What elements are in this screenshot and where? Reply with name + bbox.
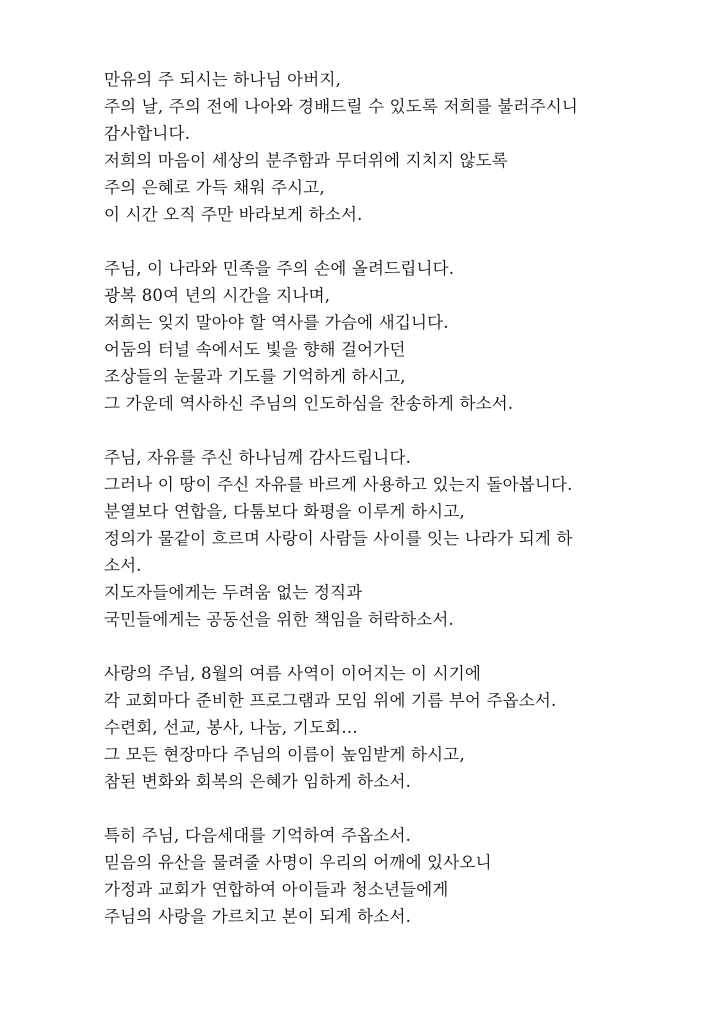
stanza-summer-ministry	[104, 660, 624, 795]
text-line: 감사합니다.	[104, 124, 191, 143]
text-line: 주님, 자유를 주신 하나님께 감사드립니다.	[104, 448, 412, 467]
stanza-opening	[104, 66, 624, 228]
text-line: 광복 80여 년의 시간을 지나며,	[104, 286, 331, 305]
text-line: 참된 변화와 회복의 은혜가 임하게 하소서.	[104, 772, 412, 791]
text-line: 조상들의 눈물과 기도를 기억하게 하시고,	[104, 367, 406, 386]
text-line: 어둠의 터널 속에서도 빛을 향해 걸어가던	[104, 340, 406, 359]
text-line: 이 시간 오직 주만 바라보게 하소서.	[104, 205, 363, 224]
text-line: 각 교회마다 준비한 프로그램과 모임 위에 기름 부어 주옵소서.	[104, 691, 557, 710]
text-line: 주님, 이 나라와 민족을 주의 손에 올려드립니다.	[104, 259, 455, 278]
text-line: 가정과 교회가 연합하여 아이들과 청소년들에게	[104, 880, 449, 899]
text-line: 만유의 주 되시는 하나님 아버지,	[104, 70, 342, 89]
text-line: 분열보다 연합을, 다툼보다 화평을 이루게 하시고,	[104, 502, 465, 521]
stanza-next-generation	[104, 822, 624, 930]
text-line: 믿음의 유산을 물려줄 사명이 우리의 어깨에 있사오니	[104, 853, 492, 872]
text-line: 수련회, 선교, 봉사, 나눔, 기도회…	[104, 718, 358, 737]
text-line: 소서.	[104, 556, 142, 575]
text-line: 특히 주님, 다음세대를 기억하여 주옵소서.	[104, 826, 412, 845]
text-line: 그 가운데 역사하신 주님의 인도하심을 찬송하게 하소서.	[104, 394, 514, 413]
stanza-freedom	[104, 444, 624, 633]
text-line: 주의 날, 주의 전에 나아와 경배드릴 수 있도록 저희를 불러주시니	[104, 97, 579, 116]
text-line: 저희는 잊지 말아야 할 역사를 가슴에 새깁니다.	[104, 313, 449, 332]
text-line: 국민들에게는 공동선을 위한 책임을 허락하소서.	[104, 610, 455, 629]
text-line: 저희의 마음이 세상의 분주함과 무더위에 지치지 않도록	[104, 151, 508, 170]
prayer-document	[104, 66, 624, 957]
stanza-nation	[104, 255, 624, 417]
text-line: 지도자들에게는 두려움 없는 정직과	[104, 583, 363, 602]
text-line: 정의가 물같이 흐르며 사랑이 사람들 사이를 잇는 나라가 되게 하	[104, 529, 573, 548]
text-line: 주님의 사랑을 가르치고 본이 되게 하소서.	[104, 907, 412, 926]
text-line: 그 모든 현장마다 주님의 이름이 높임받게 하시고,	[104, 745, 465, 764]
text-line: 주의 은혜로 가득 채워 주시고,	[104, 178, 325, 197]
text-line: 그러나 이 땅이 주신 자유를 바르게 사용하고 있는지 돌아봅니다.	[104, 475, 573, 494]
text-line: 사랑의 주님, 8월의 여름 사역이 이어지는 이 시기에	[104, 664, 482, 683]
